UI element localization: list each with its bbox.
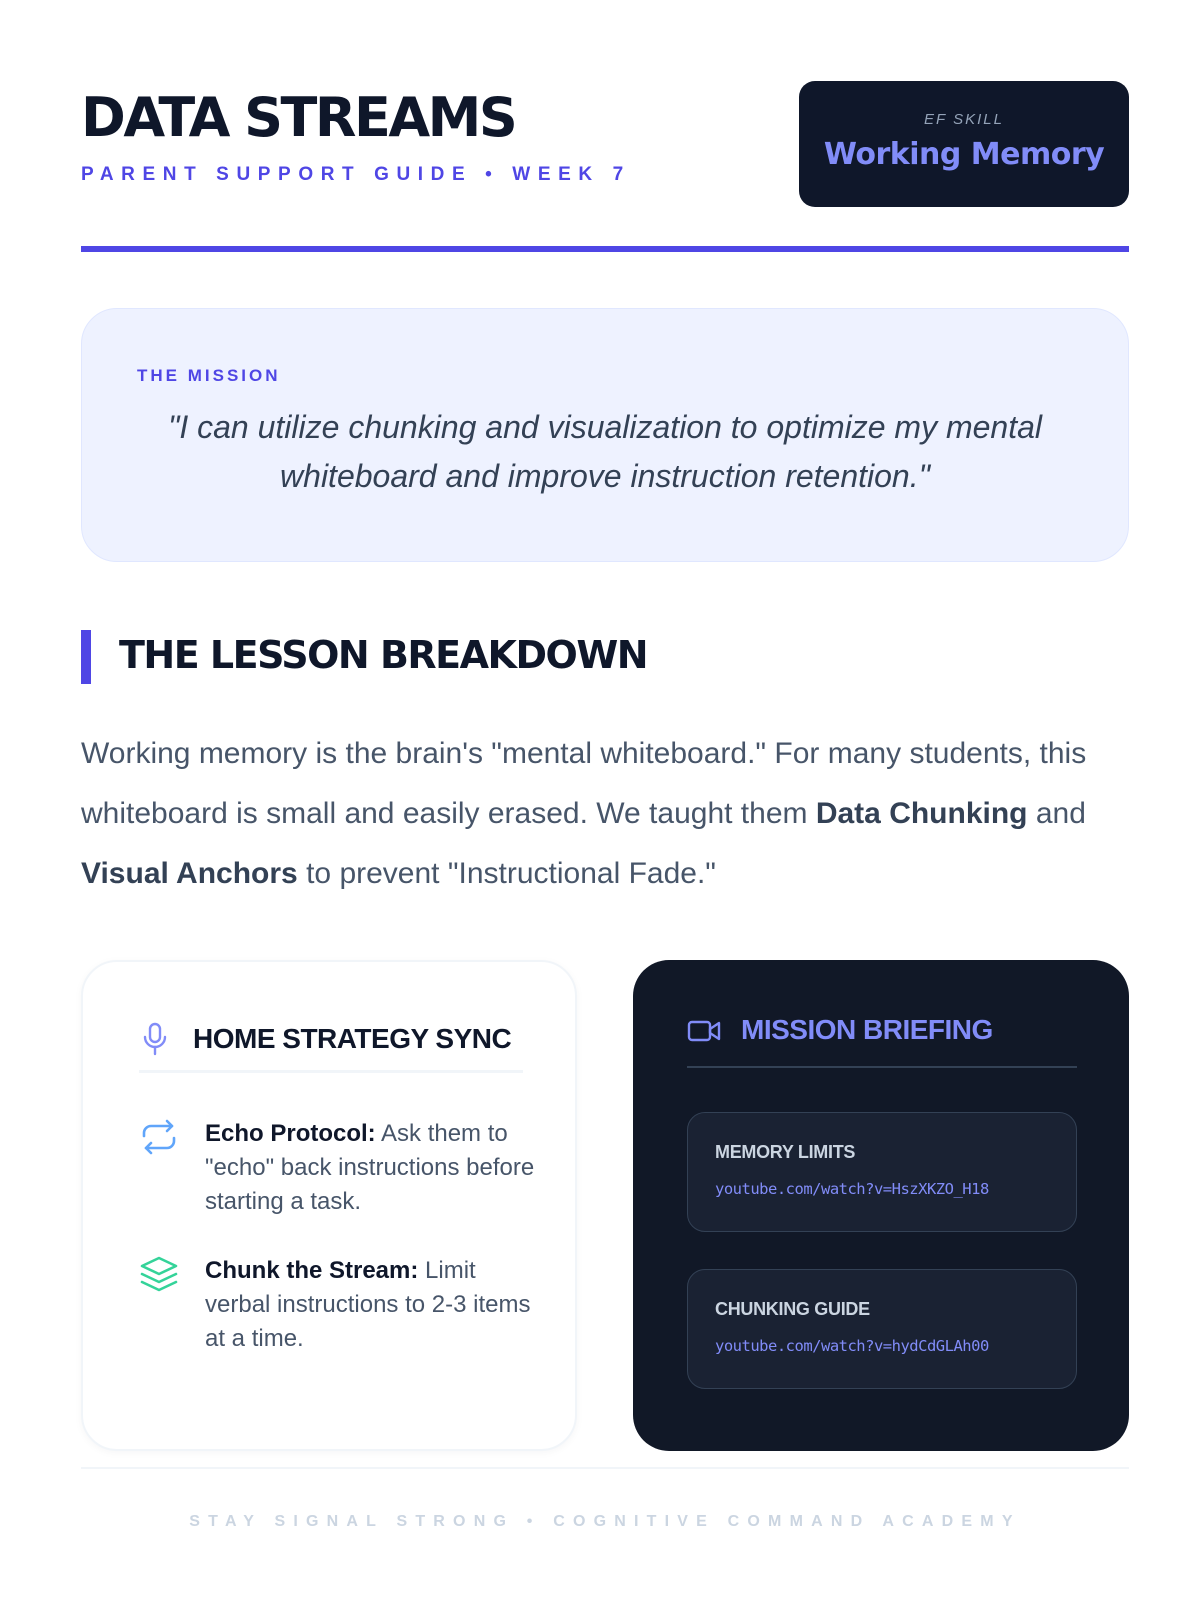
resource-link[interactable]: youtube.com/watch?v=HszXKZO_H18	[715, 1180, 989, 1198]
skill-kicker: EF SKILL	[924, 111, 1004, 128]
tip-text	[205, 1254, 535, 1356]
resource-label: CHUNKING GUIDE	[715, 1299, 870, 1319]
video-camera-icon	[687, 1016, 721, 1046]
lesson-text-part3: to prevent "Instructional Fade."	[297, 857, 716, 890]
footer-divider	[81, 1467, 1129, 1469]
lesson-bold-visual-anchors: Visual Anchors	[81, 857, 298, 890]
page-subtitle: PARENT SUPPORT GUIDE • WEEK 7	[81, 164, 631, 185]
mission-panel	[81, 308, 1129, 562]
repeat-arrows-icon	[139, 1117, 179, 1157]
tip-title: Chunk the Stream:	[205, 1257, 419, 1284]
footer-tagline: STAY SIGNAL STRONG • COGNITIVE COMMAND ACADEMY	[189, 1513, 1021, 1530]
home-strategy-card	[81, 960, 577, 1451]
mission-briefing-header	[687, 1010, 1077, 1068]
lesson-bold-data-chunking: Data Chunking	[815, 797, 1028, 830]
tip-text	[205, 1117, 535, 1219]
layers-icon	[139, 1254, 179, 1294]
mission-briefing-title: MISSION BRIEFING	[741, 1014, 993, 1045]
home-strategy-title: HOME STRATEGY SYNC	[193, 1023, 512, 1054]
lesson-paragraph	[81, 724, 1129, 904]
mission-briefing-card	[633, 960, 1129, 1451]
resource-chunking-guide[interactable]	[687, 1269, 1077, 1389]
tip-title: Echo Protocol:	[205, 1120, 376, 1147]
microphone-icon	[139, 1021, 171, 1057]
lesson-text-part2: and	[1027, 797, 1086, 830]
home-strategy-header	[139, 1017, 523, 1073]
page-title: DATA STREAMS	[81, 86, 516, 149]
resource-memory-limits[interactable]	[687, 1112, 1077, 1232]
lesson-text-part1: Working memory is the brain's "mental whiteboard." For many students, this whiteboard is small and easily erased. We taught them	[81, 737, 1087, 830]
resource-link[interactable]: youtube.com/watch?v=hydCdGLAh00	[715, 1337, 989, 1355]
mission-quote: "I can utilize chunking and visualization to optimize my mental whiteboard and improve instruction retention."	[167, 409, 1042, 494]
tip-description: Limit verbal instructions to 2-3 items at a time.	[205, 1257, 531, 1352]
parent-guide-page	[81, 0, 1129, 1600]
mission-label: THE MISSION	[137, 366, 281, 385]
skill-name: Working Memory	[823, 137, 1105, 172]
section-accent-bar	[81, 630, 91, 684]
resource-label: MEMORY LIMITS	[715, 1142, 856, 1162]
header-divider	[81, 246, 1129, 252]
tip-description: Ask them to "echo" back instructions before starting a task.	[205, 1120, 535, 1215]
skill-badge	[799, 81, 1129, 207]
lesson-heading: THE LESSON BREAKDOWN	[119, 633, 648, 677]
